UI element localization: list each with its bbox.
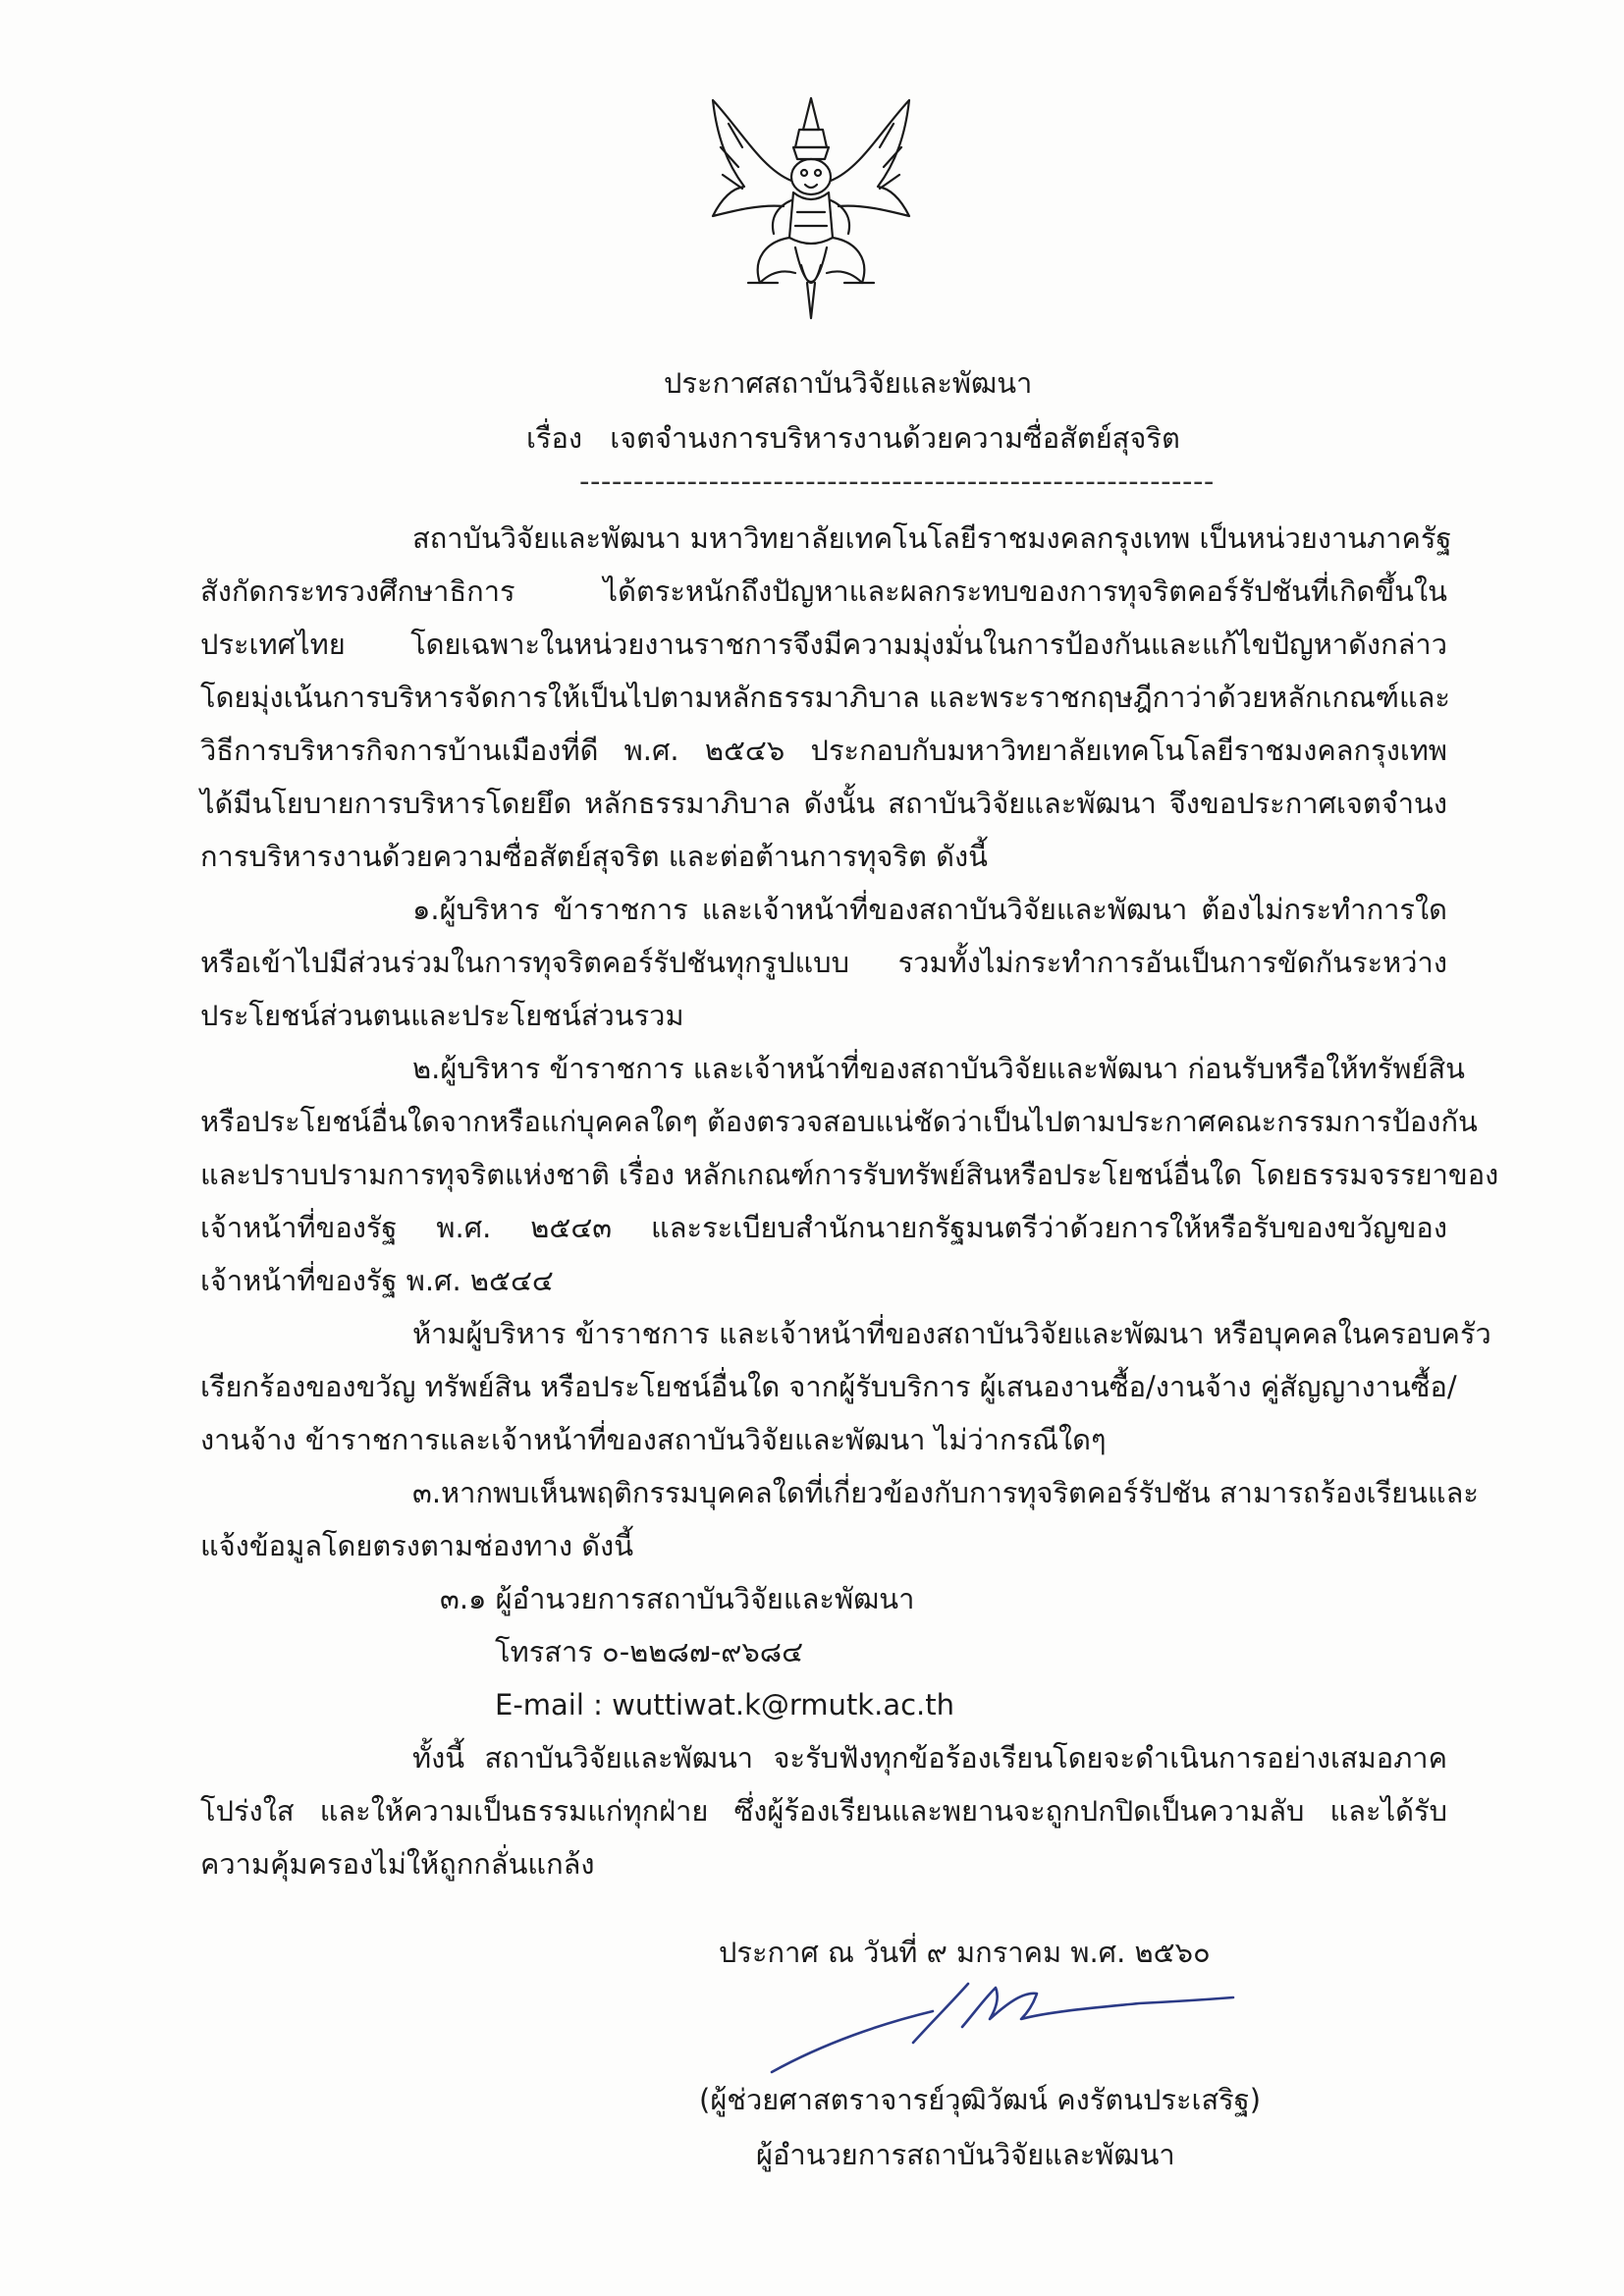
closing-line: ทั้งนี้ สถาบันวิจัยและพัฒนา จะรับฟังทุกข้อร้องเรียนโดยจะดำเนินการอย่างเสมอภาค (412, 1741, 1447, 1775)
item1-line: ประโยชน์ส่วนตนและประโยชน์ส่วนรวม (200, 999, 684, 1032)
item3-line: ๓.หากพบเห็นพฤติกรรมบุคคลใดที่เกี่ยวข้องกับการทุจริตคอร์รัปชัน สามารถร้องเรียนและ (412, 1476, 1479, 1509)
intro-line: การบริหารงานด้วยความซื่อสัตย์สุจริต และต่อต้านการทุจริต ดังนี้ (200, 840, 988, 873)
handwritten-signature (766, 1974, 1237, 2082)
contact-fax: โทรสาร ๐-๒๒๘๗-๙๖๘๔ (495, 1635, 804, 1668)
intro-line: ได้มีนโยบายการบริหารโดยยึด หลักธรรมาภิบาล ดังนั้น สถาบันวิจัยและพัฒนา จึงขอประกาศเจตจำนง (200, 787, 1447, 820)
closing-line: โปร่งใส และให้ความเป็นธรรมแก่ทุกฝ่าย ซึ่งผู้ร้องเรียนและพยานจะถูกปกปิดเป็นความลับ และได้รับ (200, 1794, 1447, 1828)
prohibition-line: เรียกร้องของขวัญ ทรัพย์สิน หรือประโยชน์อื่นใด จากผู้รับบริการ ผู้เสนองานซื้อ/งานจ้าง คู่สัญญางานซื้อ/ (200, 1370, 1457, 1403)
subject-text: เจตจำนงการบริหารงานด้วยความซื่อสัตย์สุจริต (610, 421, 1180, 455)
intro-line: สังกัดกระทรวงศึกษาธิการ ได้ตระหนักถึงปัญหาและผลกระทบของการทุจริตคอร์รัปชันที่เกิดขึ้นใน (200, 574, 1447, 608)
prohibition-line: งานจ้าง ข้าราชการและเจ้าหน้าที่ของสถาบันวิจัยและพัฒนา ไม่ว่ากรณีใดๆ (200, 1423, 1107, 1456)
intro-line: โดยมุ่งเน้นการบริหารจัดการให้เป็นไปตามหลักธรรมาภิบาล และพระราชกฤษฎีกาว่าด้วยหลักเกณฑ์และ (200, 681, 1451, 714)
item1-line: หรือเข้าไปมีส่วนร่วมในการทุจริตคอร์รัปชันทุกรูปแบบ รวมทั้งไม่กระทำการอันเป็นการขัดกันระหว่าง (200, 946, 1447, 979)
announcement-date: ประกาศ ณ วันที่ ๙ มกราคม พ.ศ. ๒๕๖๐ (719, 1936, 1211, 1969)
subject-label: เรื่อง (526, 421, 583, 455)
announcement-subject (526, 418, 1180, 458)
item2-line: เจ้าหน้าที่ของรัฐ พ.ศ. ๒๕๔๓ และระเบียบสำนักนายกรัฐมนตรีว่าด้วยการให้หรือรับของขวัญของ (200, 1211, 1447, 1244)
intro-line: วิธีการบริหารกิจการบ้านเมืองที่ดี พ.ศ. ๒๕๔๖ ประกอบกับมหาวิทยาลัยเทคโนโลยีราชมงคลกรุงเทพ (200, 734, 1447, 767)
announcement-title: ประกาศสถาบันวิจัยและพัฒนา (664, 366, 1033, 400)
item1-line: ๑.ผู้บริหาร ข้าราชการ และเจ้าหน้าที่ของสถาบันวิจัยและพัฒนา ต้องไม่กระทำการใด (412, 893, 1447, 926)
intro-line: สถาบันวิจัยและพัฒนา มหาวิทยาลัยเทคโนโลยีราชมงคลกรุงเทพ เป็นหน่วยงานภาครัฐ (412, 521, 1452, 555)
intro-line: ประเทศไทย โดยเฉพาะในหน่วยงานราชการจึงมีความมุ่งมั่นในการป้องกันและแก้ไขปัญหาดังกล่าว (200, 628, 1447, 661)
contact-email: E-mail : wuttiwat.k@rmutk.ac.th (495, 1688, 955, 1722)
item2-line: หรือประโยชน์อื่นใดจากหรือแก่บุคคลใดๆ ต้องตรวจสอบแน่ชัดว่าเป็นไปตามประกาศคณะกรรมการป้องกัน (200, 1105, 1478, 1138)
item2-line: ๒.ผู้บริหาร ข้าราชการ และเจ้าหน้าที่ของสถาบันวิจัยและพัฒนา ก่อนรับหรือให้ทรัพย์สิน (412, 1052, 1465, 1085)
signer-name: (ผู้ช่วยศาสตราจารย์วุฒิวัฒน์ คงรัตนประเสริฐ) (699, 2083, 1262, 2116)
item2-line: และปราบปรามการทุจริตแห่งชาติ เรื่อง หลักเกณฑ์การรับทรัพย์สินหรือประโยชน์อื่นใด โดยธรรมจรรยาของ (200, 1158, 1499, 1191)
signer-title: ผู้อำนวยการสถาบันวิจัยและพัฒนา (756, 2138, 1175, 2171)
item2-line: เจ้าหน้าที่ของรัฐ พ.ศ. ๒๕๔๔ (200, 1264, 554, 1297)
closing-line: ความคุ้มครองไม่ให้ถูกกลั่นแกล้ง (200, 1847, 595, 1881)
prohibition-line: ห้ามผู้บริหาร ข้าราชการ และเจ้าหน้าที่ของสถาบันวิจัยและพัฒนา หรือบุคคลในครอบครัว (412, 1317, 1491, 1350)
garuda-emblem-icon (683, 90, 939, 326)
separator-line: ----------------------------------------------------------- (579, 465, 1215, 498)
contact-heading: ๓.๑ ผู้อำนวยการสถาบันวิจัยและพัฒนา (440, 1582, 915, 1615)
item3-line: แจ้งข้อมูลโดยตรงตามช่องทาง ดังนี้ (200, 1529, 634, 1562)
